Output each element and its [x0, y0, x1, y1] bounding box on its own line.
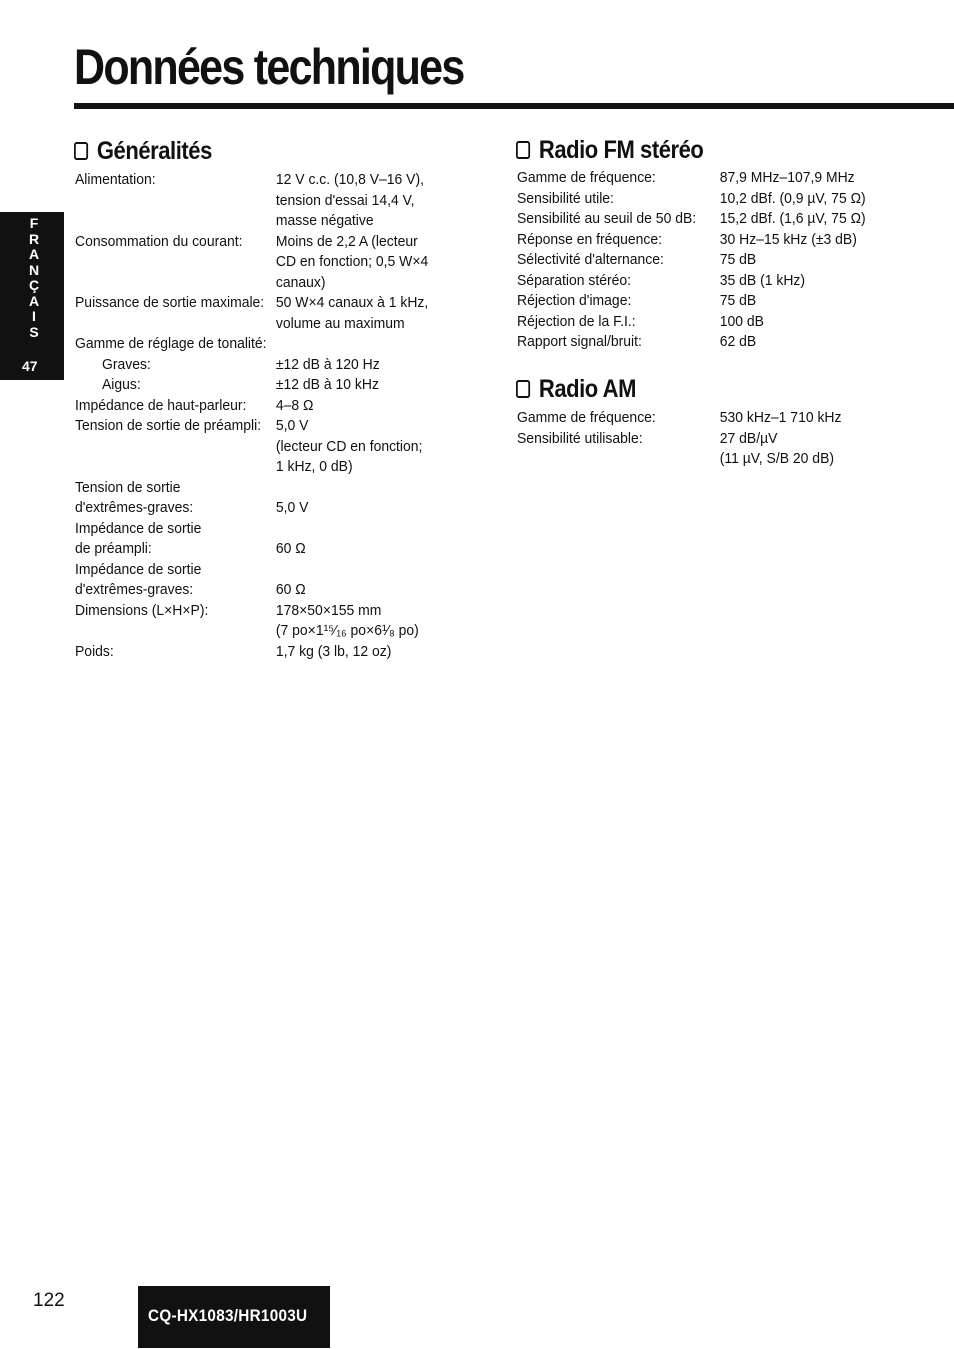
- spec-value-line: 15,2 dBf. (1,6 µV, 75 Ω): [719, 210, 866, 227]
- spec-label: [75, 355, 276, 376]
- spec-value-line: 12 V c.c. (10,8 V–16 V),: [275, 171, 424, 188]
- spec-value-line: 62 dB: [719, 333, 757, 350]
- spec-row: [75, 519, 428, 560]
- section-heading-am: [516, 375, 636, 404]
- spec-label-line: Tension de sortie de préampli:: [75, 417, 262, 434]
- spec-label-line: Séparation stéréo:: [517, 271, 631, 289]
- spec-label-line: Tension de sortie: [75, 478, 181, 496]
- spec-value-line: masse négative: [275, 212, 374, 229]
- checkbox-square-icon: [74, 142, 88, 160]
- spec-label-line: Gamme de fréquence:: [517, 409, 656, 426]
- spec-label: [517, 209, 720, 230]
- spec-label-line: Gamme de fréquence:: [517, 169, 656, 186]
- spec-label-line: Réponse en fréquence:: [517, 230, 663, 248]
- spec-value-line: ±12 dB à 120 Hz: [275, 355, 380, 373]
- spec-value-line: 5,0 V: [275, 499, 309, 516]
- spec-label-line: Dimensions (L×H×P):: [75, 601, 209, 619]
- page-title: Données techniques: [74, 39, 464, 95]
- spec-label: [75, 334, 276, 355]
- spec-value: [720, 271, 805, 292]
- spec-value: [276, 375, 379, 396]
- spec-value-line: [276, 478, 309, 499]
- spec-value-line: 10,2 dBf. (0,9 µV, 75 Ω): [719, 189, 866, 207]
- spec-value: [276, 601, 419, 642]
- language-tab-letter: A: [28, 246, 40, 262]
- spec-label: [75, 293, 276, 334]
- spec-value-line: 75 dB: [719, 251, 757, 268]
- spec-row: [517, 312, 866, 333]
- spec-label-line: Graves:: [101, 355, 151, 373]
- spec-value: [276, 232, 428, 294]
- spec-row: [517, 271, 866, 292]
- spec-label-line: Sensibilité utile:: [517, 189, 614, 207]
- spec-row: [517, 189, 866, 210]
- spec-label-line: Aigus:: [101, 376, 141, 393]
- spec-row: [517, 209, 866, 230]
- spec-label: [517, 291, 720, 312]
- spec-label-line: Puissance de sortie maximale:: [75, 294, 265, 311]
- spec-value-line: [276, 560, 306, 581]
- spec-label-line: d'extrêmes-graves:: [75, 499, 194, 516]
- spec-label-line: Impédance de sortie: [75, 560, 202, 578]
- spec-value-line: 1 kHz, 0 dB): [275, 458, 353, 475]
- spec-value: [720, 230, 857, 251]
- spec-value-line: [276, 519, 306, 540]
- spec-label: [75, 232, 276, 294]
- spec-value-line: canaux): [275, 273, 326, 291]
- spec-value-line: Moins de 2,2 A (lecteur: [275, 232, 418, 250]
- spec-row: [75, 232, 428, 294]
- spec-label: [517, 168, 720, 189]
- spec-label: [517, 429, 720, 470]
- spec-value: [276, 519, 306, 560]
- spec-value: [276, 396, 314, 417]
- spec-row: [517, 230, 866, 251]
- spec-value: [720, 332, 756, 353]
- spec-row: [517, 332, 866, 353]
- spec-label-line: Rapport signal/bruit:: [517, 333, 642, 350]
- language-tab-letter: R: [28, 230, 40, 247]
- language-tab-letter: N: [28, 261, 40, 278]
- language-tab-letter: S: [29, 323, 39, 340]
- spec-label: [517, 189, 720, 210]
- spec-row: [75, 416, 428, 478]
- spec-label: [75, 375, 276, 396]
- spec-value: [276, 170, 424, 232]
- spec-label-line: d'extrêmes-graves:: [75, 581, 194, 598]
- spec-label: [75, 601, 276, 642]
- spec-value-line: 75 dB: [719, 292, 757, 309]
- language-tab-letter: I: [32, 308, 36, 324]
- section-heading-fm: [516, 136, 703, 165]
- spec-label-line: Sensibilité utilisable:: [517, 429, 643, 447]
- spec-label-line: Consommation du courant:: [75, 232, 243, 250]
- spec-value: [720, 209, 866, 230]
- spec-label-line: Alimentation:: [75, 171, 156, 188]
- spec-list-general: [75, 170, 428, 662]
- spec-value: [276, 478, 309, 519]
- spec-value: [720, 189, 866, 210]
- spec-value-line: ±12 dB à 10 kHz: [275, 376, 379, 393]
- spec-value-line: 27 dB/µV: [719, 429, 778, 447]
- spec-label: [75, 416, 276, 478]
- spec-list-am: [517, 408, 841, 470]
- spec-value: [720, 408, 842, 429]
- spec-row: [75, 355, 428, 376]
- spec-label-line: Gamme de réglage de tonalité:: [75, 335, 267, 352]
- spec-row: [517, 408, 841, 429]
- language-tab-letter: Ç: [28, 277, 40, 293]
- spec-value-line: 5,0 V: [275, 417, 309, 434]
- spec-row: [75, 170, 428, 232]
- spec-label-line: Réjection d'image:: [517, 292, 632, 309]
- spec-value: [276, 416, 423, 478]
- model-badge: [138, 1286, 330, 1348]
- language-tab-letter: F: [29, 215, 39, 231]
- spec-row: [75, 375, 428, 396]
- spec-row: [517, 429, 841, 470]
- spec-label-line: Sélectivité d'alternance:: [517, 251, 664, 268]
- spec-value-line: (lecteur CD en fonction;: [275, 437, 423, 455]
- language-tab: [0, 212, 64, 380]
- spec-label: [517, 271, 720, 292]
- spec-label-line: Impédance de haut-parleur:: [75, 396, 247, 414]
- spec-value-line: 4–8 Ω: [275, 396, 314, 414]
- spec-label: [75, 396, 276, 417]
- spec-label: [517, 332, 720, 353]
- section-heading-general-text: Généralités: [96, 137, 212, 165]
- spec-label: [517, 230, 720, 251]
- spec-value-line: volume au maximum: [275, 314, 405, 332]
- spec-value: [276, 642, 392, 663]
- spec-row: [517, 168, 866, 189]
- spec-value: [276, 293, 428, 334]
- spec-value-line: 100 dB: [719, 312, 764, 330]
- spec-value-line: CD en fonction; 0,5 W×4: [275, 253, 429, 270]
- spec-value-line: 60 Ω: [275, 540, 306, 557]
- spec-value-line: 530 kHz–1 710 kHz: [719, 409, 842, 426]
- spec-label-line: de préampli:: [75, 540, 152, 557]
- spec-value-line: (11 µV, S/B 20 dB): [719, 450, 835, 467]
- spec-label: [517, 250, 720, 271]
- page-number: 122: [33, 1290, 65, 1311]
- spec-label: [517, 312, 720, 333]
- spec-row: [75, 478, 428, 519]
- spec-value-line: (7 po×1¹⁵⁄₁₆ po×6¹⁄₈ po): [275, 622, 419, 639]
- spec-value-line: 30 Hz–15 kHz (±3 dB): [719, 230, 857, 248]
- spec-label: [75, 170, 276, 232]
- spec-row: [517, 250, 866, 271]
- spec-value: [276, 560, 306, 601]
- spec-value: [720, 429, 834, 470]
- spec-value: [720, 168, 855, 189]
- spec-row: [75, 560, 428, 601]
- spec-row: [517, 291, 866, 312]
- section-heading-general: [74, 137, 212, 166]
- spec-value: [720, 291, 756, 312]
- spec-row: [75, 334, 428, 355]
- spec-value: [276, 355, 380, 376]
- spec-value-line: tension d'essai 14,4 V,: [275, 191, 415, 209]
- spec-label-line: Poids:: [75, 642, 114, 660]
- title-rule: [74, 103, 954, 109]
- spec-label-line: Sensibilité au seuil de 50 dB:: [517, 210, 697, 227]
- spec-row: [75, 642, 428, 663]
- spec-label: [75, 478, 276, 519]
- spec-value-line: 60 Ω: [275, 581, 306, 598]
- spec-value-line: 178×50×155 mm: [275, 601, 382, 619]
- language-tab-page: 47: [22, 358, 38, 374]
- spec-value-line: 1,7 kg (3 lb, 12 oz): [275, 642, 392, 660]
- spec-row: [75, 293, 428, 334]
- spec-list-fm: [517, 168, 866, 353]
- spec-label-line: Impédance de sortie: [75, 519, 202, 537]
- language-tab-letter: A: [28, 292, 40, 309]
- spec-label: [517, 408, 720, 429]
- spec-row: [75, 396, 428, 417]
- spec-label-line: Réjection de la F.I.:: [517, 312, 636, 330]
- spec-label: [75, 519, 276, 560]
- checkbox-square-icon: [516, 380, 530, 398]
- spec-value-line: 50 W×4 canaux à 1 kHz,: [275, 294, 429, 311]
- spec-value: [720, 250, 756, 271]
- section-heading-fm-text: Radio FM stéréo: [538, 136, 704, 164]
- spec-value: [720, 312, 764, 333]
- spec-label: [75, 642, 276, 663]
- spec-label: [75, 560, 276, 601]
- checkbox-square-icon: [516, 141, 530, 159]
- language-tab-letters: [28, 216, 40, 340]
- spec-value-line: 35 dB (1 kHz): [719, 271, 806, 289]
- spec-row: [75, 601, 428, 642]
- section-heading-am-text: Radio AM: [538, 375, 636, 403]
- spec-value-line: 87,9 MHz–107,9 MHz: [719, 169, 855, 186]
- model-name: CQ-HX1083/HR1003U: [148, 1306, 308, 1325]
